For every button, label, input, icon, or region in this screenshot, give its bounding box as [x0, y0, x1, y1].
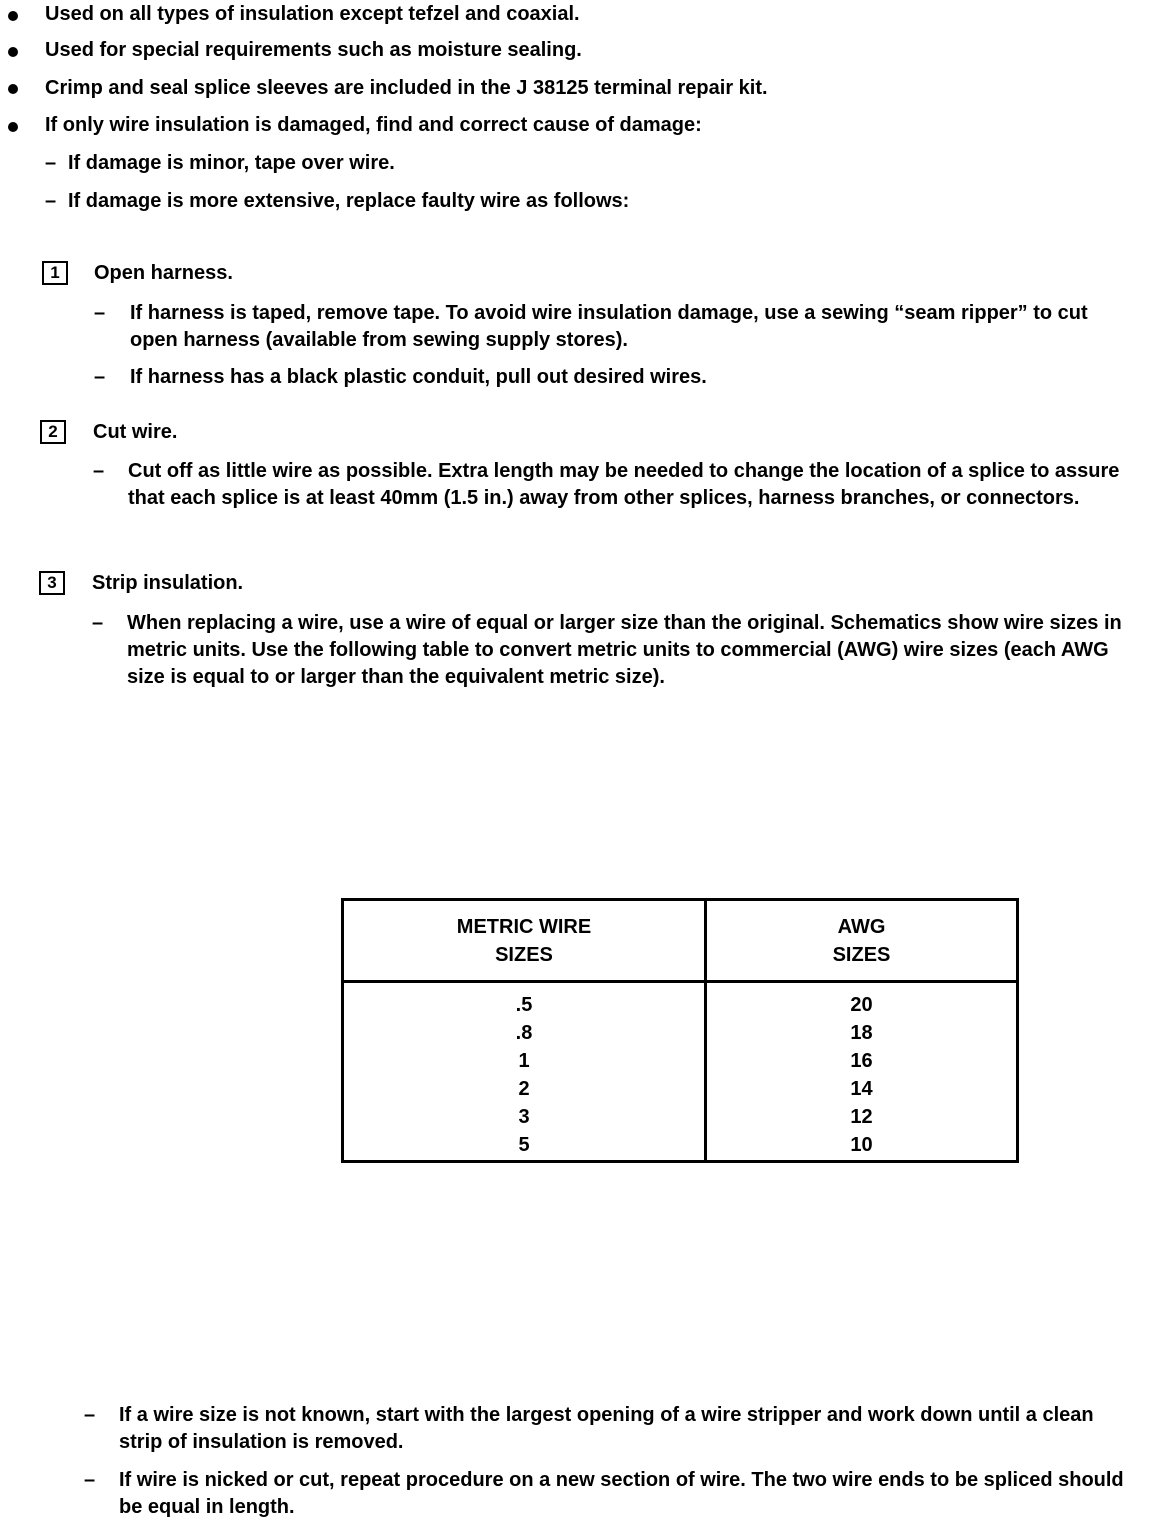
dash-icon: –: [93, 460, 105, 482]
bullet-text: Used on all types of insulation except tefzel and coaxial.: [45, 3, 580, 25]
bullet-dot-icon: [8, 122, 18, 132]
step-number-box: 1: [42, 261, 68, 285]
metric-value: 3: [518, 1106, 530, 1128]
step-title: Cut wire.: [93, 421, 178, 443]
dash-icon: –: [84, 1404, 96, 1426]
closing-note: If a wire size is not known, start with the largest opening of a wire stripper and work down until a clean strip of insulation is removed.: [119, 1404, 1094, 1453]
step-note: When replacing a wire, use a wire of equal or larger size than the original. Schematics show wire sizes in metric units. Use the following table to convert metric units to commercial (AWG) wire sizes (each AWG size is equal to or larger than the equivalent metric size).: [127, 612, 1122, 688]
sub-item-text: If damage is more extensive, replace faulty wire as follows:: [68, 190, 630, 212]
metric-value: 2: [518, 1078, 530, 1100]
dash-icon: –: [92, 612, 104, 634]
metric-header: [343, 900, 706, 982]
awg-value: 10: [850, 1134, 873, 1156]
bullet-dot-icon: [8, 11, 18, 21]
metric-column: [343, 982, 706, 1162]
step-number-box: 3: [39, 571, 65, 595]
awg-header-line1: AWG: [837, 915, 886, 938]
dash-icon: –: [94, 366, 106, 388]
metric-header-line1: METRIC WIRE: [456, 915, 592, 938]
metric-value: 5: [518, 1134, 530, 1156]
awg-header: [706, 900, 1018, 982]
closing-note: If wire is nicked or cut, repeat procedure on a new section of wire. The two wire ends to be spliced should be equal in length.: [119, 1469, 1124, 1518]
awg-value: 12: [850, 1106, 873, 1128]
dash-icon: –: [94, 302, 106, 324]
awg-column: [706, 982, 1018, 1162]
bullet-text: Crimp and seal splice sleeves are included in the J 38125 terminal repair kit.: [45, 77, 768, 99]
sub-item-text: If damage is minor, tape over wire.: [68, 152, 395, 174]
metric-value: 1: [518, 1050, 530, 1072]
metric-value: .8: [515, 1022, 533, 1044]
wire-size-table: [341, 898, 1019, 1163]
step-number-box: 2: [40, 420, 66, 444]
awg-header-line2: SIZES: [832, 943, 891, 966]
step-note: Cut off as little wire as possible. Extra length may be needed to change the location of a splice to assure that each splice is at least 40mm (1.5 in.) away from other splices, harness branches, or connectors.: [128, 460, 1120, 509]
step-note: If harness has a black plastic conduit, pull out desired wires.: [130, 366, 707, 388]
metric-header-line2: SIZES: [495, 943, 553, 966]
bullet-dot-icon: [8, 84, 18, 94]
step-note: If harness is taped, remove tape. To avoid wire insulation damage, use a sewing “seam ripper” to cut open harness (available from sewing supply stores).: [130, 302, 1088, 351]
awg-value: 14: [850, 1078, 873, 1100]
bullet-text: If only wire insulation is damaged, find and correct cause of damage:: [45, 114, 702, 136]
dash-icon: –: [84, 1469, 96, 1491]
step-title: Open harness.: [94, 262, 233, 284]
awg-value: 16: [850, 1050, 873, 1072]
metric-value: .5: [515, 994, 533, 1016]
dash-icon: –: [45, 190, 57, 212]
awg-value: 20: [850, 994, 873, 1016]
bullet-text: Used for special requirements such as moisture sealing.: [45, 39, 582, 61]
awg-value: 18: [850, 1022, 873, 1044]
step-title: Strip insulation.: [92, 572, 244, 594]
bullet-dot-icon: [8, 47, 18, 57]
dash-icon: –: [45, 152, 57, 174]
